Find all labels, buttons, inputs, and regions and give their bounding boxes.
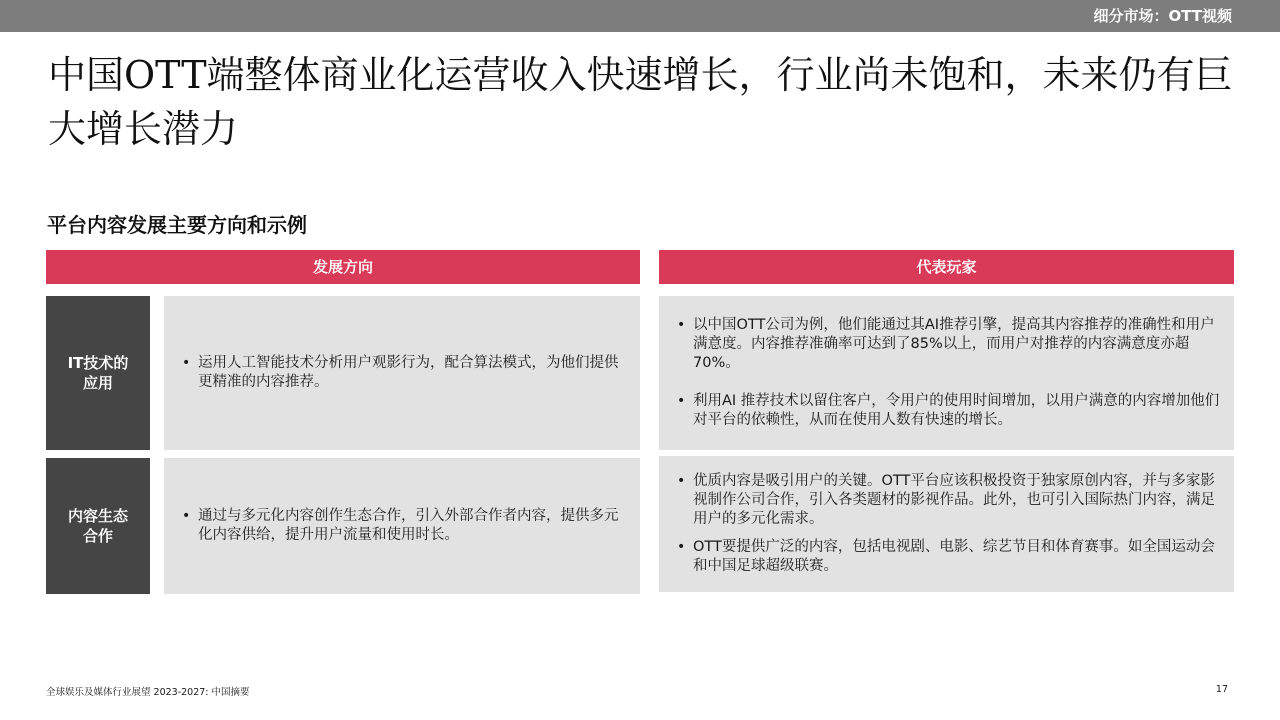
direction-bullet: • 通过与多元化内容创作生态合作，引入外部合作者内容，提供多元化内容供给，提升用户流量和使用时长。 xyxy=(178,507,624,545)
direction-cell-it-tech xyxy=(164,296,640,450)
row-label-text: 内容生态合作 xyxy=(67,507,128,545)
column-header-players: 代表玩家 xyxy=(659,250,1234,284)
direction-bullet: • 运用人工智能技术分析用户观影行为，配合算法模式，为他们提供更精准的内容推荐。 xyxy=(178,354,624,392)
row-label-it-tech xyxy=(46,296,150,450)
row-label-text: IT技术的应用 xyxy=(67,354,129,392)
page-title: 中国OTT端整体商业化运营收入快速增长，行业尚未饱和，未来仍有巨大增长潜力 xyxy=(48,53,1233,151)
footer-source: 全球娱乐及媒体行业展望 2023-2027: 中国摘要 xyxy=(46,687,250,698)
page-number: 17 xyxy=(1215,684,1228,695)
player-bullet: • OTT要提供广泛的内容，包括电视剧、电影、综艺节目和体育赛事。如全国运动会和中国足球超级联赛。 xyxy=(673,538,1220,576)
table-subtitle: 平台内容发展主要方向和示例 xyxy=(47,213,307,237)
column-header-direction: 发展方向 xyxy=(46,250,640,284)
player-bullet: • 以中国OTT公司为例，他们能通过其AI推荐引擎，提高其内容推荐的准确性和用户满意度。内容推荐准确率可达到了85%以上，而用户对推荐的内容满意度亦超70%。 xyxy=(673,316,1220,373)
player-bullet: • 优质内容是吸引用户的关键。OTT平台应该积极投资于独家原创内容，并与多家影视制作公司合作，引入各类题材的影视作品。此外，也可引入国际热门内容，满足用户的多元化需求。 xyxy=(673,472,1220,529)
top-bar xyxy=(0,0,1280,32)
row-label-content-ecosystem xyxy=(46,458,150,594)
player-bullet: • 利用AI 推荐技术以留住客户，令用户的使用时间增加，以用户满意的内容增加他们对平台的依赖性，从而在使用人数有快速的增长。 xyxy=(673,392,1220,430)
section-label: 细分市场：OTT视频 xyxy=(1093,7,1232,25)
players-cell-it-tech xyxy=(659,296,1234,450)
players-cell-content-ecosystem xyxy=(659,456,1234,592)
direction-cell-content-ecosystem xyxy=(164,458,640,594)
